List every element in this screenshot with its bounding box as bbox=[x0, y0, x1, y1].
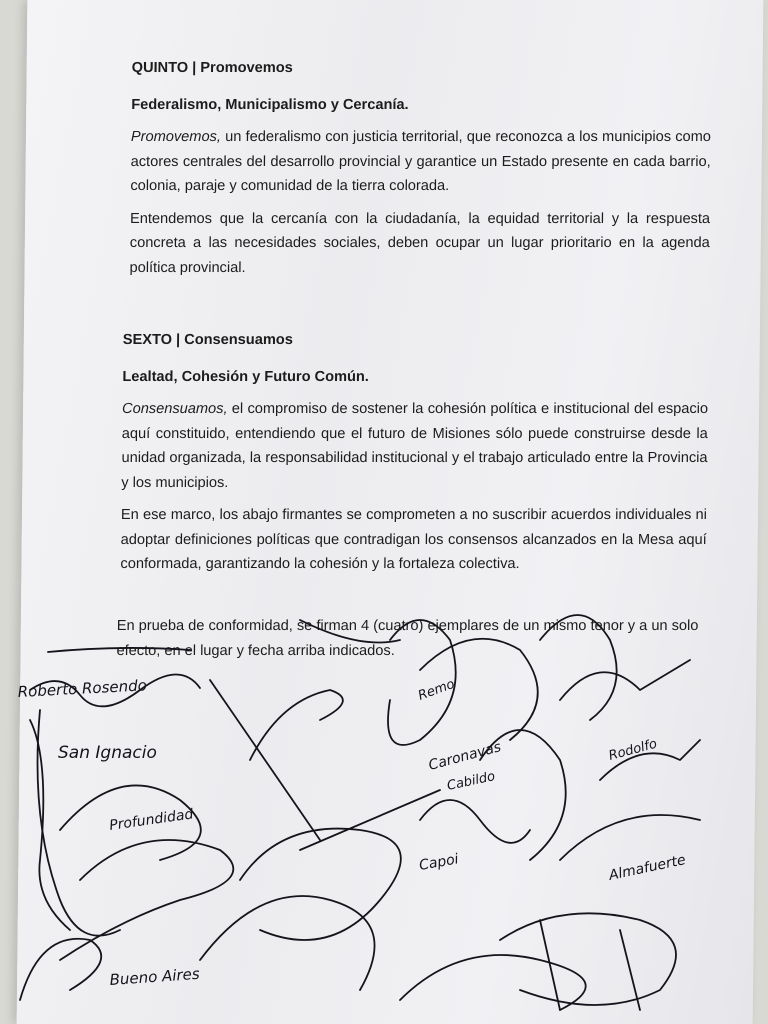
section-6-paragraph-2: En ese marco, los abajo firmantes se comprometen a no suscribir acuerdos individuales ni adoptar definiciones políticas que contradigan los consensos alcanzados en la Mesa aquí conformada, garantizando la cohesión y la fortaleza colectiva. bbox=[120, 507, 708, 572]
signature-label-1: Roberto Rosendo bbox=[17, 676, 148, 701]
section-5-lead-word: Promovemos, bbox=[130, 129, 222, 145]
closing-statement: En prueba de conformidad, se firman 4 (cuatro) ejemplares de un mismo tenor y a un solo efecto, en el lugar y fecha arriba indicados. bbox=[116, 618, 699, 659]
signature-label-2: San Ignacio bbox=[58, 743, 157, 763]
section-6-paragraph-1 bbox=[121, 397, 708, 495]
signature-label-5: Caronavas bbox=[426, 739, 503, 774]
signature-label-3: Profundidad bbox=[108, 806, 195, 834]
section-6-subtitle: Lealtad, Cohesión y Futuro Común. bbox=[122, 368, 369, 385]
section-5-title: QUINTO | Promovemos bbox=[131, 60, 293, 76]
signature-label-7: Capoi bbox=[417, 851, 460, 874]
section-5-paragraph-1 bbox=[130, 125, 711, 199]
signature-label-8: Almafuerte bbox=[607, 852, 688, 884]
document-page bbox=[17, 0, 764, 1024]
signature-label-4: Remo bbox=[416, 676, 457, 704]
signature-label-6: Cabildo bbox=[445, 769, 497, 794]
section-5-paragraph-2: Entendemos que la cercanía con la ciudadanía, la equidad territorial y la respuesta concreta a las necesidades sociales, deben ocupar un lugar prioritario en la agenda política provincial. bbox=[129, 210, 711, 276]
section-6-paragraph-1-text: el compromiso de sostener la cohesión política e institucional del espacio aquí constituido, entendiendo que el futuro de Misiones sólo puede construirse desde la unidad organizada, la responsabilidad institucional y el trabajo articulado entre la Provincia y los municipios. bbox=[121, 401, 709, 491]
section-6-lead-word: Consensuamos, bbox=[121, 401, 228, 417]
signature-label-10: Rodolfo bbox=[607, 736, 659, 764]
section-5-subtitle: Federalismo, Municipalismo y Cercanía. bbox=[131, 96, 409, 113]
section-6-title: SEXTO | Consensuamos bbox=[122, 332, 293, 348]
document-body bbox=[120, 56, 712, 585]
section-5-paragraph-1-text: un federalismo con justicia territorial, que reconozca a los municipios como actores centrales del desarrollo provincial y garantice un Estado presente en cada barrio, colonia, paraje y comunidad de la tierra colorada. bbox=[130, 129, 712, 194]
signature-label-9: Bueno Aires bbox=[109, 964, 201, 989]
